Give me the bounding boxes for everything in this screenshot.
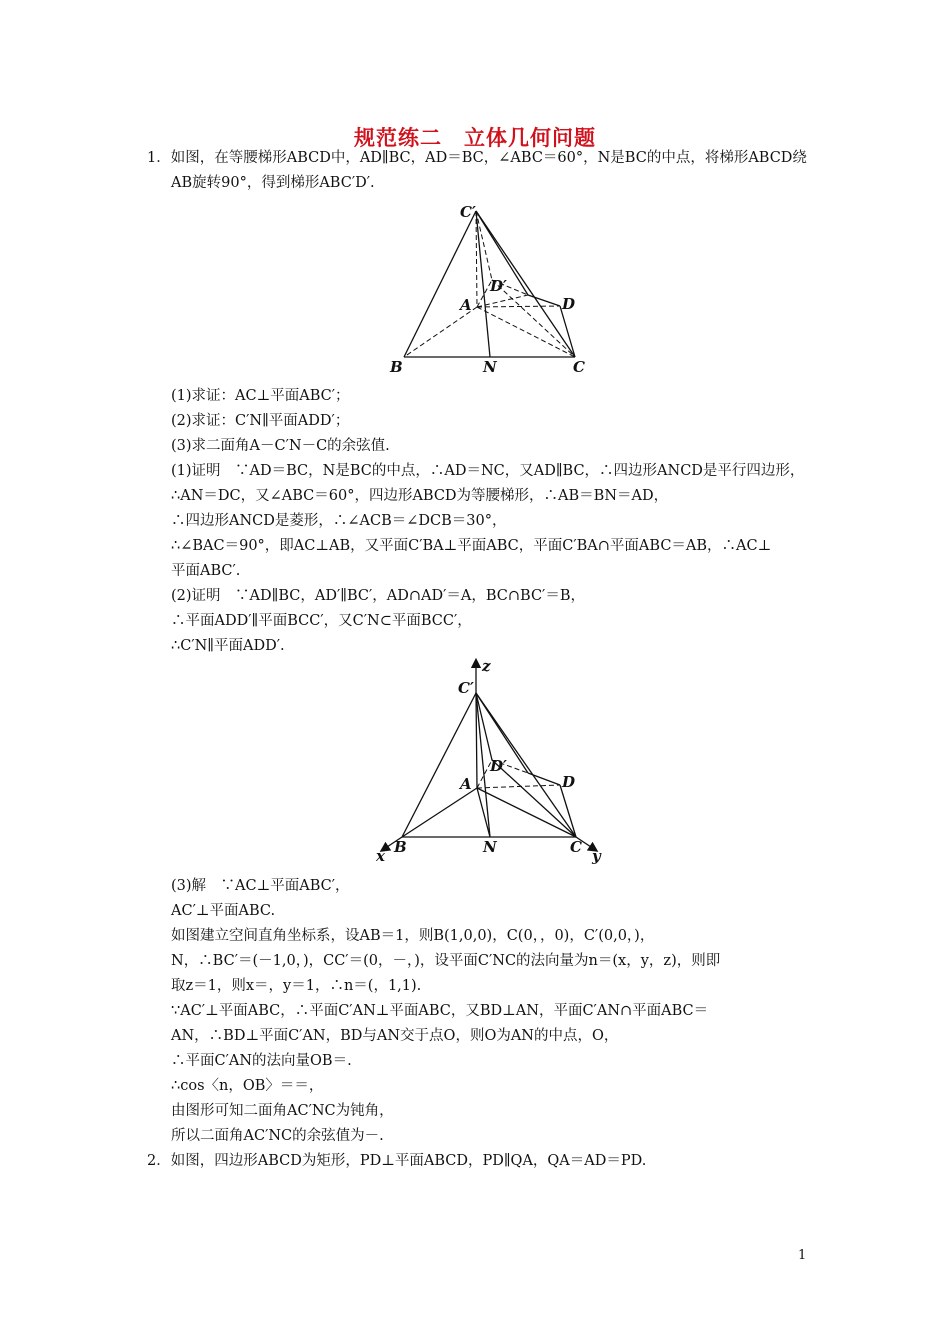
proof-1-line-3: ∴四边形ANCD是菱形，∴∠ACB＝∠DCB＝30°，: [171, 513, 507, 529]
label-y-axis: y: [592, 847, 601, 865]
solution-3-line-11: 所以二面角AC′NC的余弦值为－.: [171, 1128, 384, 1144]
label-c-prime: C′: [460, 203, 476, 221]
label-d: D: [562, 295, 576, 313]
problem-2-line-1: 2．如图，四边形ABCD为矩形，PD⊥平面ABCD，PD∥QA，QA＝AD＝PD.: [147, 1153, 647, 1169]
solution-3-line-7: AN，∴BD⊥平面C′AN，BD与AN交于点O，则O为AN的中点，O，: [171, 1028, 619, 1044]
label-c: C: [570, 838, 582, 856]
proof-1-line-2: ∴AN＝DC，又∠ABC＝60°，四边形ABCD为等腰梯形，∴AB＝BN＝AD，: [171, 488, 669, 504]
proof-2-line-2: ∴平面ADD′∥平面BCC′，又C′N⊂平面BCC′，: [171, 613, 472, 629]
problem-1-line-2: AB旋转90°，得到梯形ABC′D′.: [171, 175, 375, 191]
question-2: (2)求证：C′N∥平面ADD′；: [171, 413, 350, 429]
proof-1-line-1: (1)证明 ∵AD＝BC，N是BC的中点，∴AD＝NC，又AD∥BC，∴四边形ANCD是平行四边形，: [171, 463, 805, 479]
question-3: (3)求二面角A－C′N－C的余弦值.: [171, 438, 390, 454]
figure-2-coordinate-system: [370, 655, 620, 870]
solution-3-line-9: ∴cos〈n，OB〉＝＝，: [171, 1078, 324, 1094]
label-d-prime: D′: [490, 277, 507, 295]
page-title: 规范练二 立体几何问题: [354, 126, 596, 150]
proof-1-line-5: 平面ABC′.: [171, 563, 241, 579]
label-z-axis: z: [482, 657, 491, 675]
solution-3-line-8: ∴平面C′AN的法向量OB＝.: [171, 1053, 352, 1069]
problem-1-line-1: 1．如图，在等腰梯形ABCD中，AD∥BC，AD＝BC，∠ABC＝60°，N是BC的中点，将梯形ABCD绕: [147, 150, 807, 166]
proof-1-line-4: ∴∠BAC＝90°，即AC⊥AB，又平面C′BA⊥平面ABC，平面C′BA∩平面ABC＝AB，∴AC⊥: [171, 538, 772, 554]
solution-3-line-2: AC′⊥平面ABC.: [171, 903, 276, 919]
label-a: A: [460, 775, 472, 793]
label-c: C: [573, 358, 585, 376]
label-x-axis: x: [376, 847, 385, 865]
solution-3-line-6: ∵AC′⊥平面ABC，∴平面C′AN⊥平面ABC，又BD⊥AN，平面C′AN∩平面ABC＝: [171, 1003, 709, 1019]
label-n: N: [483, 838, 497, 856]
solution-3-line-5: 取z＝1，则x＝，y＝1，∴n＝(，1,1).: [171, 978, 422, 994]
figure-1-pyramid: [380, 195, 600, 380]
label-c-prime: C′: [458, 679, 474, 697]
question-1: (1)求证：AC⊥平面ABC′；: [171, 388, 350, 404]
label-a: A: [460, 296, 472, 314]
proof-2-line-1: (2)证明 ∵AD∥BC，AD′∥BC′，AD∩AD′＝A，BC∩BC′＝B，: [171, 588, 585, 604]
solution-3-line-1: (3)解 ∵AC⊥平面ABC′，: [171, 878, 350, 894]
label-b: B: [390, 358, 403, 376]
proof-2-line-3: ∴C′N∥平面ADD′.: [171, 638, 285, 654]
solution-3-line-3: 如图建立空间直角坐标系，设AB＝1，则B(1,0,0)，C(0，，0)，C′(0,0，)，: [171, 928, 655, 944]
label-d-prime: D′: [490, 757, 507, 775]
page-number: 1: [798, 1248, 807, 1263]
label-b: B: [394, 838, 407, 856]
solution-3-line-4: N，∴BC′＝(－1,0，)，CC′＝(0，－，)，设平面C′NC的法向量为n＝(x，y，z)，则即: [171, 953, 721, 969]
solution-3-line-10: 由图形可知二面角AC′NC为钝角，: [171, 1103, 394, 1119]
label-n: N: [483, 358, 497, 376]
label-d: D: [562, 773, 576, 791]
